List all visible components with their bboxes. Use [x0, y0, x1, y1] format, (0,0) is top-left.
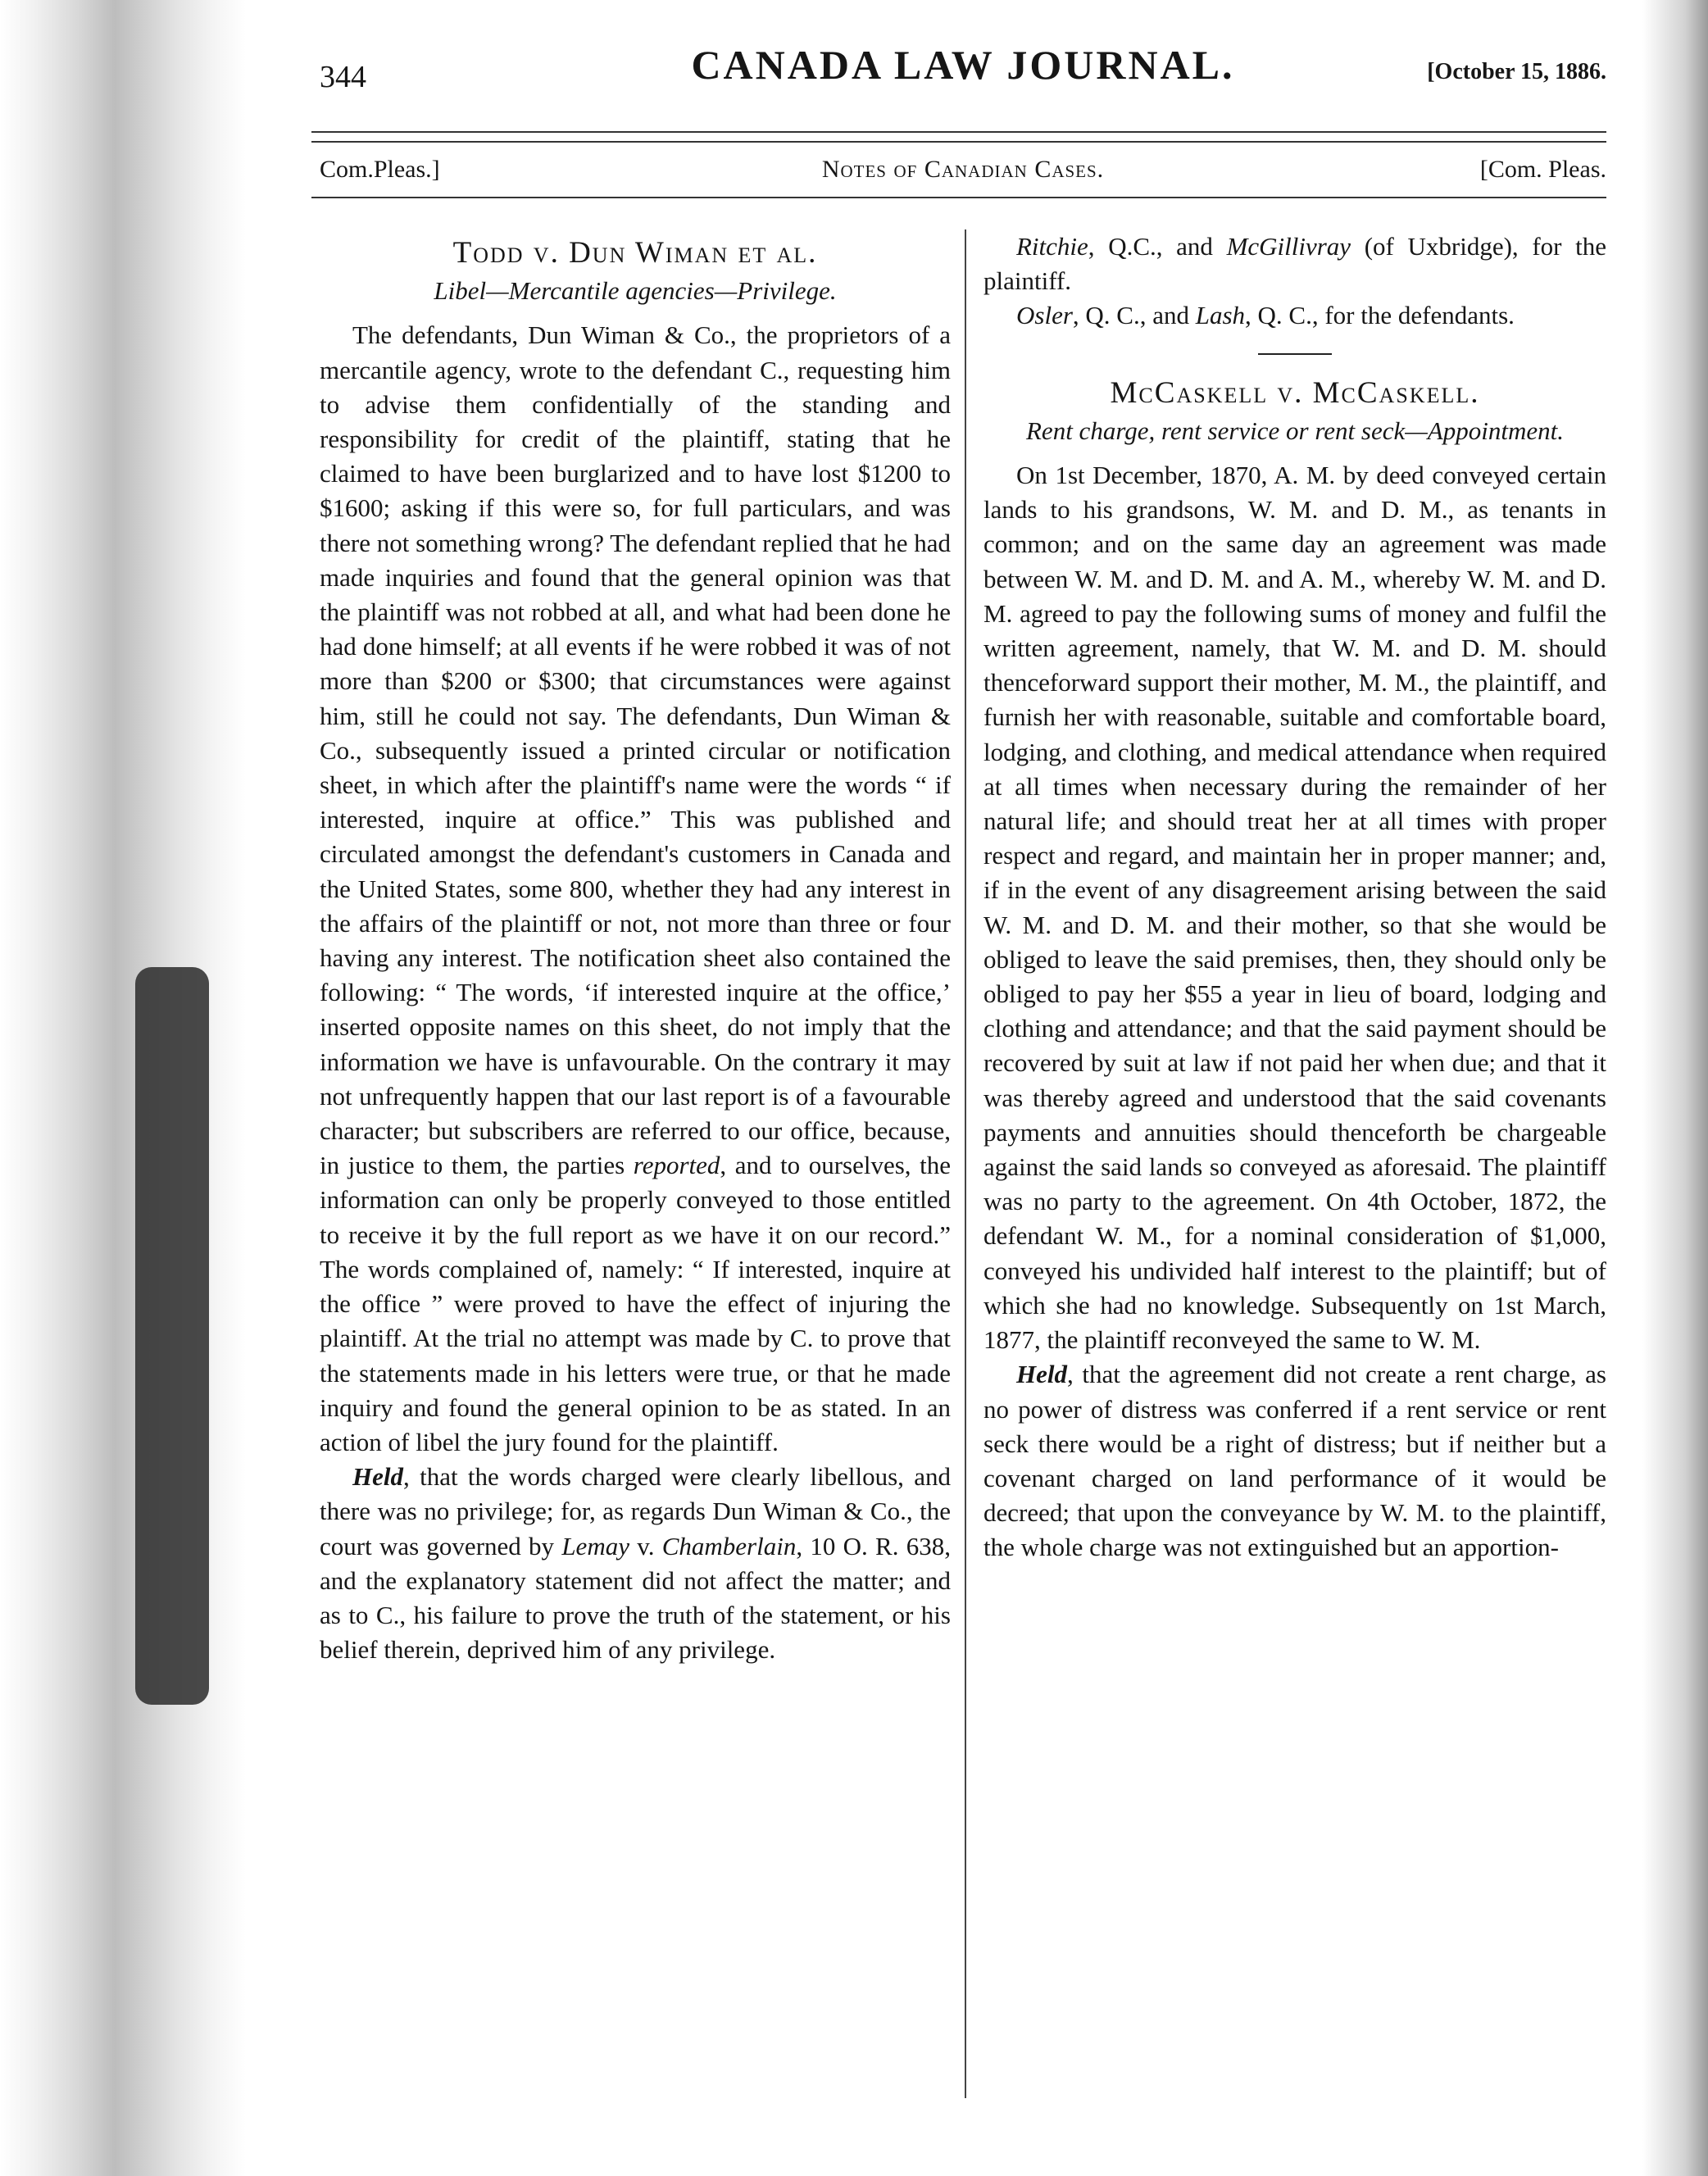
binding-spine-mark — [135, 967, 209, 1705]
scan-right-edge — [1642, 0, 1708, 2176]
case-title-todd: Todd v. Dun Wiman et al. — [452, 236, 818, 270]
headnote-mccaskell: Rent charge, rent service or rent seck—Appointment. — [1026, 416, 1564, 445]
case-separator — [1258, 353, 1332, 355]
court-left: Com.Pleas.] — [320, 156, 440, 183]
journal-title: CANADA LAW JOURNAL. — [691, 42, 1235, 88]
scan-left-edge — [0, 0, 246, 2176]
holding-mccaskell: Held, that the agreement did not create a rent charge, as no power of distress was conferred if a rent service or rent seck there would be a right of distress; but if neither but a covenant charged on land performance of it would be decreed; that upon the conveyance by W. M. to the plaintiff, the whole charge was not extinguished but an apportion- — [983, 1360, 1606, 1562]
court-right: [Com. Pleas. — [1479, 156, 1606, 183]
headnote-todd: Libel—Mercantile agencies—Privilege. — [434, 276, 837, 306]
case-facts-mccaskell: On 1st December, 1870, A. M. by deed conveyed certain lands to his grandsons, W. M. and D. M., as tenants in common; and on the same day an agreement was made between W. M. and D. M. and A. M., whereby W. M. and D. M. agreed to pay the following sums of money and fulfil the written agreement, namely, that W. M. and D. M. should thenceforward support their mother, M. M., the plaintiff, and furnish her with reasonable, suitable and comfortable board, lodging, and clothing, and medical attendance when required at all times when necessary during the remainder of her natural life; and should treat her at all times with proper respect and regard, and maintain her in proper manner; and, if in the event of any disagreement arising between the said W. M. and D. M. and their mother, so that she would be obliged to leave the said premises, then, they should only be obliged to pay her $55 a year in lieu of board, lodging and clothing and attendance; and that the said payment should be recovered by suit at law if not paid her when due; and that it was thereby agreed and understood that the said covenants payments and annuities should thenceforth be chargeable against the said lands so conveyed as aforesaid. The plaintiff was no party to the agreement. On 4th October, 1872, the defendant W. M., for a nominal consideration of $1,000, conveyed his undivided half interest to the plaintiff; but of which she had no knowledge. Subsequently on 1st March, 1877, the plaintiff reconveyed the same to W. M. — [983, 461, 1606, 1355]
section-title: Notes of Canadian Cases. — [821, 156, 1105, 183]
counsel-defendants-todd: Osler, Q. C., and Lash, Q. C., for the defendants. — [1016, 301, 1515, 330]
section-rule — [311, 197, 1606, 198]
page-number: 344 — [320, 60, 366, 94]
holding-todd: Held, that the words charged were clearly libellous, and there was no privilege; for, as regards Dun Wiman & Co., the court was governed by Lemay v. Chamberlain, 10 O. R. 638, and the explanatory statement did not affect the matter; and as to C., his failure to prove the truth of the statement, or his belief therein, deprived him of any privilege. — [320, 1462, 951, 1665]
right-column — [983, 229, 1606, 1565]
case-title-mccaskell: McCaskell v. McCaskell. — [1110, 375, 1480, 410]
issue-date: [October 15, 1886. — [1427, 59, 1606, 84]
journal-page — [311, 33, 1606, 2147]
section-header — [320, 156, 1606, 189]
running-header — [320, 41, 1606, 115]
counsel-plaintiff-todd: Ritchie, Q.C., and McGillivray (of Uxbridge), for the plaintiff. — [983, 232, 1606, 296]
column-divider — [965, 229, 966, 2098]
header-double-rule — [311, 131, 1606, 143]
left-column — [320, 229, 951, 1667]
case-facts-todd: The defendants, Dun Wiman & Co., the proprietors of a mercantile agency, wrote to the defendant C., requesting him to advise them confidentially of the standing and responsibility for credit of the plaintiff, stating that he claimed to have been burglarized and to have lost $1200 to $1600; asking if this were so, for full particulars, and was there not something wrong? The defendant replied that he had made inquiries and found that the general opinion was that the plaintiff was not robbed at all, and what had been done he had done himself; at all events if he were robbed it was of not more than $200 or $300; that circumstances were against him, still he could not say. The defendants, Dun Wiman & Co., subsequently issued a printed circular or notification sheet, in which after the plaintiff's name were the words “ if interested, inquire at office.” This was published and circulated amongst the defendant's customers in Canada and the United States, some 800, whether they had any interest in the affairs of the plaintiff or not, not more than three or four having any interest. The notification sheet also contained the following: “ The words, ‘if interested inquire at the office,’ inserted opposite names on this sheet, do not imply that the information we have is unfavourable. On the contrary it may not unfrequently happen that our last report is of a favourable character; but subscribers are referred to our office, because, in justice to them, the parties reported, and to ourselves, the information can only be properly conveyed to those entitled to receive it by the full report as we have it on our record.” The words complained of, namely: “ If interested, inquire at the office ” were proved to have the effect of injuring the plaintiff. At the trial no attempt was made by C. to prove that the statements made in his letters were true, or that he made inquiry and found the general opinion to be as stated. In an action of libel the jury found for the plaintiff. — [320, 320, 952, 1456]
